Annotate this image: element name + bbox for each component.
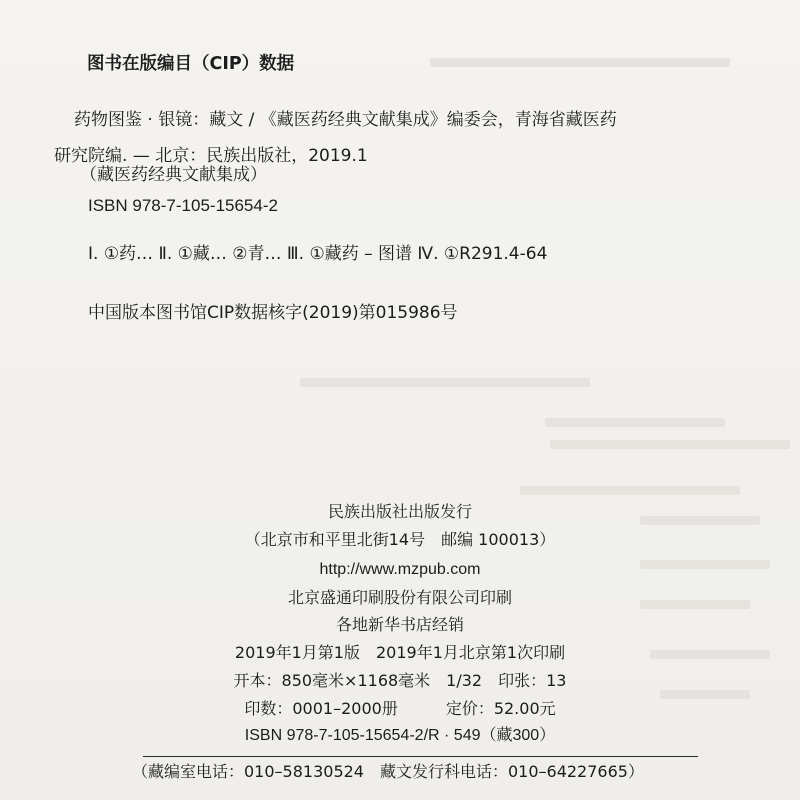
full-isbn: ISBN 978-7-105-15654-2/R · 549（藏300） [244,727,556,744]
publisher-name: 民族出版社出版发行 [327,502,472,521]
publisher-website: http://www.mzpub.com [319,561,481,578]
edition-info: 2019年1月第1版 2019年1月北京第1次印刷 [234,643,566,662]
print-run-and-price: 印数：0001–2000册 定价：52.00元 [244,699,556,718]
distributor: 各地新华书店经销 [335,615,464,634]
cip-description-line1: 药物图鉴 · 银镜：藏文 / 《藏医药经典文献集成》编委会，青海省藏医药 [74,110,617,130]
bleed-through-mark [550,440,790,449]
bleed-through-mark [430,58,730,67]
cip-heading: 图书在版编目（CIP）数据 [87,54,295,74]
publisher-address: （北京市和平里北街14号 邮编 100013） [244,530,556,549]
cip-verification-number: 中国版本图书馆CIP数据核字(2019)第015986号 [88,303,458,323]
contact-phones: （藏编室电话：010–58130524 藏文发行科电话：010–64227665） [132,762,644,781]
cip-series-name: （藏医药经典文献集成） [80,165,267,185]
printer-name: 北京盛通印刷股份有限公司印刷 [287,588,512,607]
cip-isbn: ISBN 978-7-105-15654-2 [88,196,278,215]
bleed-through-mark [545,418,725,427]
cip-classification: Ⅰ. ①药… Ⅱ. ①藏… ②青… Ⅲ. ①藏药 – 图谱 Ⅳ. ①R291.4-64 [88,244,548,264]
format-info: 开本：850毫米×1168毫米 1/32 印张：13 [233,671,567,690]
bleed-through-mark [520,486,740,495]
bleed-through-mark [300,378,590,387]
bleed-through-mark [660,690,750,699]
cip-description-line2: 研究院编. — 北京：民族出版社，2019.1 [54,146,368,166]
divider-line [143,756,698,757]
